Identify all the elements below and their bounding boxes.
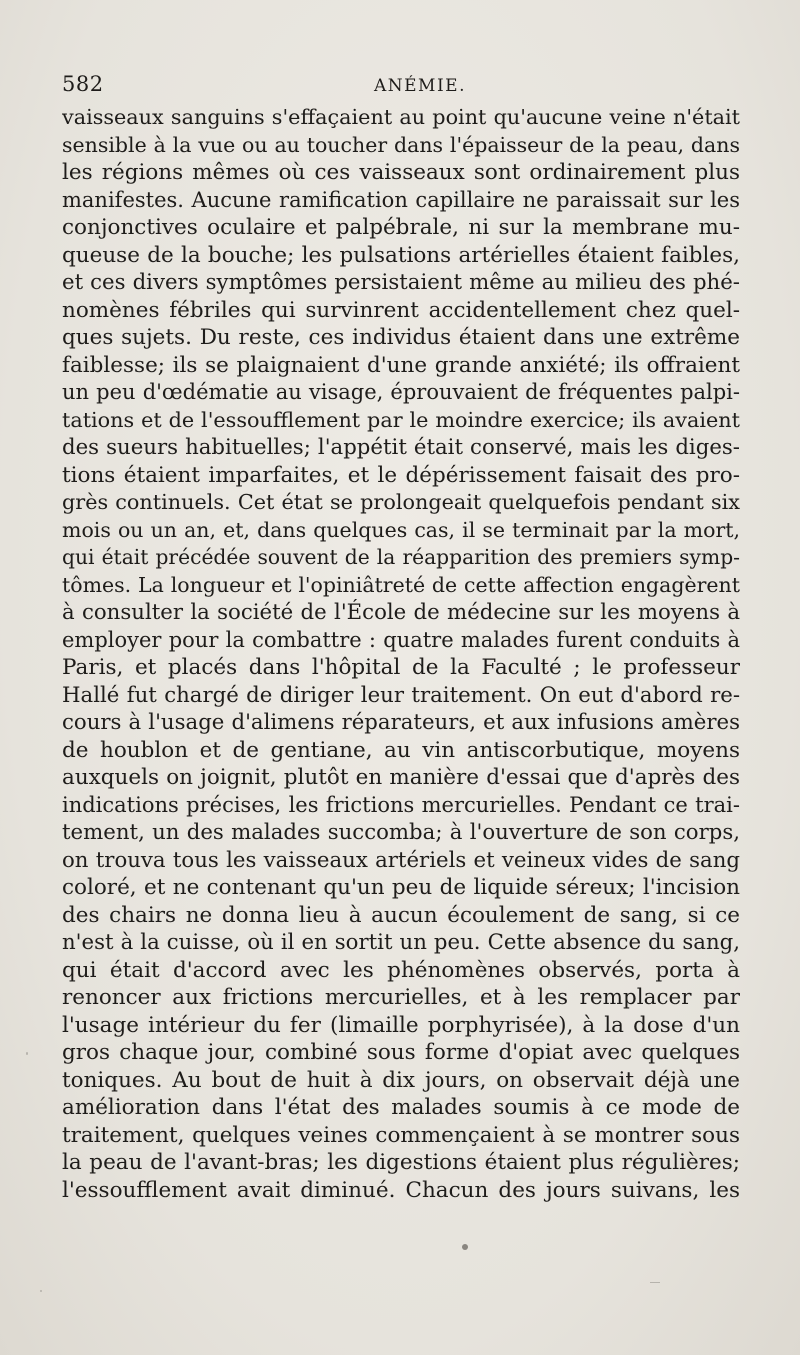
text-line: à consulter la société de l'École de médecine sur les moyens à (62, 600, 740, 625)
text-line: tions étaient imparfaites, et le dépérissement faisait des pro- (62, 462, 740, 488)
paper-speck (650, 1282, 660, 1283)
text-line: indications précises, les frictions mercurielles. Pendant ce trai- (62, 792, 740, 817)
text-line: manifestes. Aucune ramification capillaire ne paraissait sur les (62, 187, 740, 212)
text-line: traitement, quelques veines commençaient à se montrer sous (62, 1122, 740, 1148)
paper-speck (26, 1052, 28, 1055)
paper-speck (462, 1244, 468, 1250)
page-header (62, 72, 738, 100)
text-line: sensible à la vue ou au toucher dans l'épaisseur de la peau, dans (62, 132, 740, 157)
text-line: gros chaque jour, combiné sous forme d'opiat avec quelques (62, 1040, 740, 1065)
text-line: queuse de la bouche; les pulsations artérielles étaient faibles, (62, 242, 740, 268)
text-line: renoncer aux frictions mercurielles, et à les remplacer par (62, 985, 740, 1010)
text-line: l'usage intérieur du fer (limaille porphyrisée), à la dose d'un (62, 1012, 740, 1038)
text-line: de houblon et de gentiane, au vin antiscorbutique, moyens (62, 737, 740, 763)
text-line: tômes. La longueur et l'opiniâtreté de cette affection engagèrent (62, 572, 740, 597)
text-line: ques sujets. Du reste, ces individus étaient dans une extrême (62, 325, 740, 350)
text-line: Paris, et placés dans l'hôpital de la Faculté ; le professeur (62, 655, 740, 680)
text-line: qui était d'accord avec les phénomènes observés, porta à (62, 957, 740, 983)
page-number: 582 (62, 72, 104, 96)
text-line: faiblesse; ils se plaignaient d'une grande anxiété; ils offraient (62, 352, 740, 378)
text-line: tement, un des malades succomba; à l'ouverture de son corps, (62, 820, 740, 845)
text-line: employer pour la combattre : quatre malades furent conduits à (62, 627, 740, 652)
text-line: toniques. Au bout de huit à dix jours, on observait déjà une (62, 1067, 740, 1093)
text-line: des sueurs habituelles; l'appétit était conservé, mais les diges- (62, 435, 740, 460)
text-line: Hallé fut chargé de diriger leur traitement. On eut d'abord re- (62, 682, 740, 708)
running-head: ANÉMIE. (374, 76, 466, 96)
text-line: tations et de l'essoufflement par le moindre exercice; ils avaient (62, 407, 740, 432)
body-text (62, 104, 740, 1204)
text-line: cours à l'usage d'alimens réparateurs, et aux infusions amères (62, 710, 740, 735)
text-line: des chairs ne donna lieu à aucun écoulement de sang, si ce (62, 902, 740, 928)
text-line: qui était précédée souvent de la réapparition des premiers symp- (62, 545, 740, 569)
text-line: l'essoufflement avait diminué. Chacun des jours suivans, les (62, 1177, 740, 1203)
text-line: conjonctives oculaire et palpébrale, ni sur la membrane mu- (62, 215, 740, 240)
text-line: et ces divers symptômes persistaient même au milieu des phé- (62, 270, 740, 295)
text-line: coloré, et ne contenant qu'un peu de liquide séreux; l'incision (62, 875, 740, 900)
text-line: un peu d'œdématie au visage, éprouvaient de fréquentes palpi- (62, 380, 740, 404)
text-line: amélioration dans l'état des malades soumis à ce mode de (62, 1095, 740, 1120)
text-line: mois ou un an, et, dans quelques cas, il se terminait par la mort, (62, 517, 740, 542)
text-line: les régions mêmes où ces vaisseaux sont ordinairement plus (62, 160, 740, 185)
paper-speck (40, 1290, 42, 1292)
text-line: la peau de l'avant-bras; les digestions étaient plus régulières; (62, 1150, 740, 1175)
text-line: nomènes fébriles qui survinrent accidentellement chez quel- (62, 297, 740, 323)
text-line: n'est à la cuisse, où il en sortit un peu. Cette absence du sang, (62, 930, 740, 955)
text-line: auxquels on joignit, plutôt en manière d'essai que d'après des (62, 765, 740, 790)
text-line: vaisseaux sanguins s'effaçaient au point qu'aucune veine n'était (62, 105, 740, 129)
text-line: on trouva tous les vaisseaux artériels et veineux vides de sang (62, 847, 740, 873)
text-line: grès continuels. Cet état se prolongeait quelquefois pendant six (62, 490, 740, 514)
